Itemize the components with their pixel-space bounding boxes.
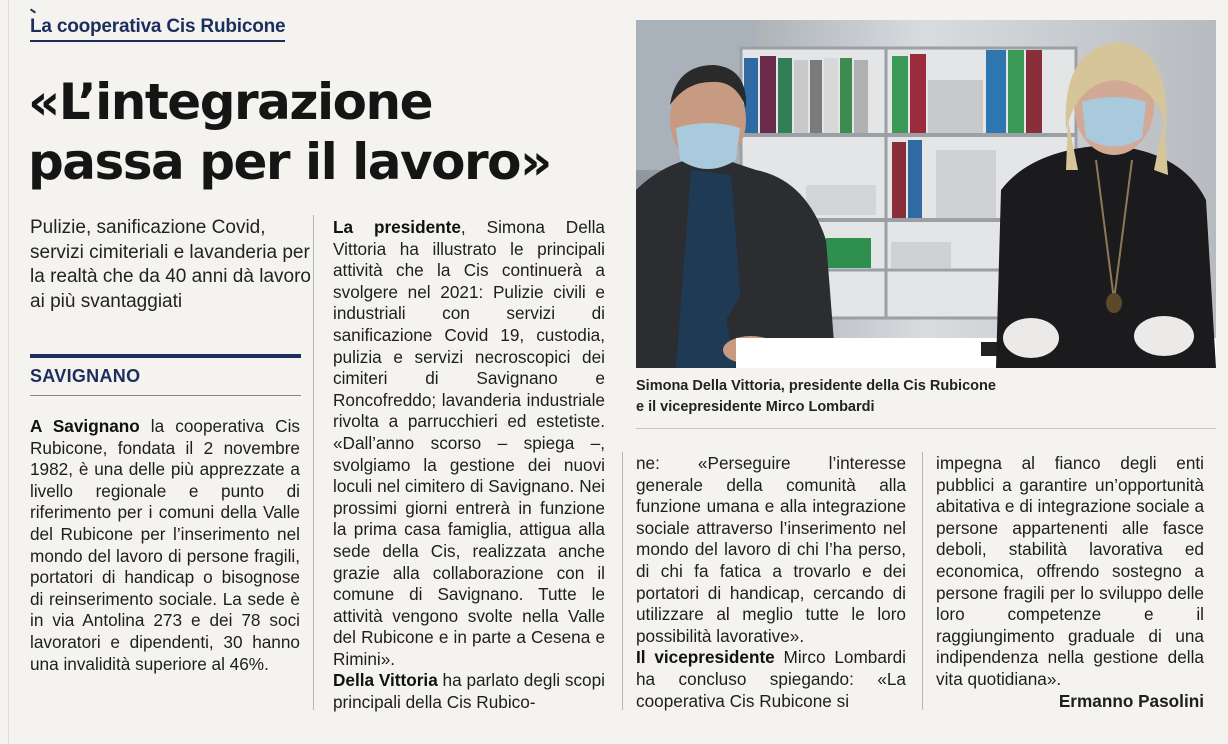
column-text: ha parlato degli scopi principali della Cis Rubico- xyxy=(333,670,605,713)
article-column-2 xyxy=(333,217,605,714)
column-text: la cooperativa Cis Rubicone, fondata il 2 novembre 1982, è una delle più apprezzate a livello regionale e punto di riferimento per i comuni della Valle del Rubicone per l’inserimento nel mondo del lavoro di persone fragili, portatori di handicap o bisognose di reinserimento sociale. La sede è in via Antolina 273 e dei 78 soci lavoratori e dipendenti, 30 hanno una invalidità superiore al 46%. xyxy=(30,416,300,674)
lead-in: Della Vittoria xyxy=(333,670,438,691)
section-bar xyxy=(30,354,301,358)
caption-line-1: Simona Della Vittoria, presidente della Cis Rubicone xyxy=(636,378,996,394)
column-divider xyxy=(313,215,314,710)
photo-caption xyxy=(636,376,1216,418)
caption-rule xyxy=(636,428,1216,429)
article-photo xyxy=(636,20,1216,368)
column-divider xyxy=(622,452,623,710)
headline-line-2: passa per il lavoro» xyxy=(28,133,551,191)
column-divider xyxy=(922,452,923,710)
kicker-tick xyxy=(30,8,36,13)
headline-line-1: «L’integrazione xyxy=(28,73,432,131)
caption-line-2: e il vicepresidente Mirco Lombardi xyxy=(636,399,875,415)
article-column-4 xyxy=(936,453,1204,712)
subheadline: Pulizie, sanificazione Covid, servizi cimiteriali e lavanderia per la realtà che da 40 anni dà lavoro ai più svantaggiati xyxy=(30,217,311,312)
section-label: SAVIGNANO xyxy=(30,366,141,386)
column-text: ne: «Perseguire l’interesse generale della comunità alla funzione umana e alla integrazione sociale attraverso l’inserimento nel mondo del lavoro di chi l’ha perso, di chi fa fatica a trovarlo e dei portatori di handicap, cercando di utilizzare al meglio tutte le loro possibilità lavorative». xyxy=(636,453,906,646)
page-edge xyxy=(8,0,9,744)
column-text: impegna al fianco degli enti pubblici a garantire un’opportunità abitativa e di integrazione sociale a persone appartenenti alle fasce deboli, stabilità lavorativa ed economica, offrendo sostegno a persone fragili per lo sviluppo delle loro competenze e il raggiungimento graduale di una indipendenza nella gestione della vita quotidiana». xyxy=(936,453,1204,689)
lead-in: Il vicepresidente xyxy=(636,647,775,668)
face-mask-icon xyxy=(1082,97,1146,147)
section-rule xyxy=(30,395,301,396)
face-mask-icon xyxy=(676,123,740,169)
headline xyxy=(28,72,608,192)
column-text: Mirco Lombardi ha concluso spiegando: «La cooperativa Cis Rubicone si xyxy=(636,647,907,711)
kicker: La cooperativa Cis Rubicone xyxy=(30,16,285,42)
column-text: , Simona Della Vittoria ha illustrato le principali attività che la Cis continuerà a svolgere nel 2021: Pulizie civili e industriali con servizi di sanificazione Covid 19, custodia, pulizia e servizi necroscopici dei cimiteri di Savignano e Roncofreddo; lavanderia industriale rivolta a parrucchieri ed estetiste. «Dall’anno scorso – spiega –, svolgiamo la gestione dei nuovi loculi nel cimitero di Savignano. Nei prossimi giorni entrerà in funzione la prima casa famiglia, attigua alla sede della Cis, realizzata anche grazie alla collaborazione con il comune di Savignano. Tutte le attività vengono svolte nella Valle del Rubicone e in parte a Cesena e Rimini». xyxy=(333,217,605,669)
lead-in: A Savignano xyxy=(30,416,140,436)
author-signature: Ermanno Pasolini xyxy=(1058,690,1204,711)
article-column-3 xyxy=(636,453,906,712)
lead-in: La presidente xyxy=(333,217,461,237)
article-column-1 xyxy=(30,416,300,675)
